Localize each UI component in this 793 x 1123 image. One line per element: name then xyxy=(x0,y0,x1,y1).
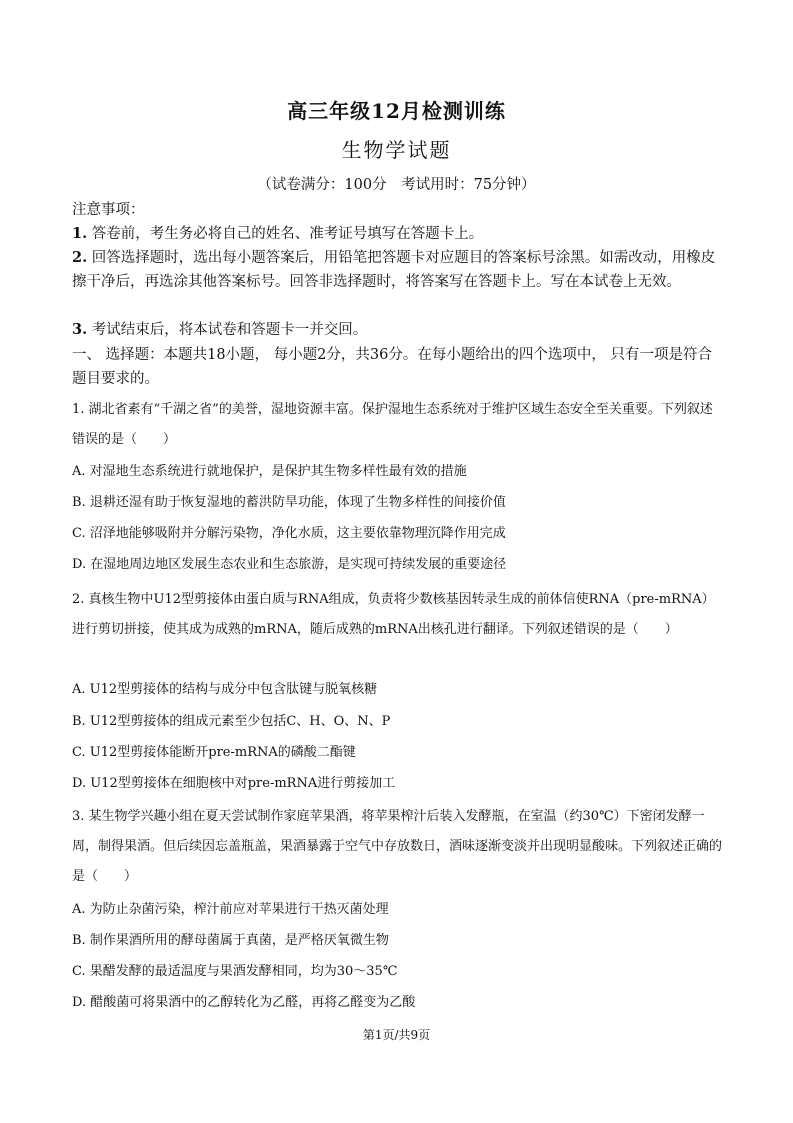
notice-item-text: 答卷前，考生务必将自己的姓名、准考证号填写在答题卡上。 xyxy=(91,226,484,242)
question-option: A. U12型剪接体的结构与成分中包含肽键与脱氧核糖 xyxy=(72,682,378,697)
notice-item xyxy=(72,222,724,246)
question-option: D. U12型剪接体在细胞核中对pre-mRNA进行剪接加工 xyxy=(72,776,396,791)
question-option: A. 为防止杂菌污染，榨汁前应对苹果进行干热灭菌处理 xyxy=(72,902,389,917)
question-option: D. 醋酸菌可将果酒中的乙醇转化为乙醛，再将乙醛变为乙酸 xyxy=(72,995,416,1010)
exam-subject: 生物学试题 xyxy=(341,138,452,162)
notice-item xyxy=(72,318,724,342)
notice-item-text: 回答选择题时，选出每小题答案后，用铅笔把答题卡对应题目的答案标号涂黑。如需改动，用橡皮擦干净后，再选涂其他答案标号。回答非选择题时，将答案写在答题卡上。写在本试卷上无效。 xyxy=(72,250,716,290)
exam-title: 高三年级12月检测训练 xyxy=(287,99,506,123)
question-option: C. 果醋发酵的最适温度与果酒发酵相同，均为30～35℃ xyxy=(72,964,398,979)
question-option: B. U12型剪接体的组成元素至少包括C、H、O、N、P xyxy=(72,714,391,729)
notice-item-number: 2. xyxy=(72,249,88,266)
page-footer: 第1页/共9页 xyxy=(362,1028,431,1042)
notice-item-text: 考试结束后，将本试卷和答题卡一并交回。 xyxy=(91,322,368,338)
question-option: C. 沼泽地能够吸附并分解污染物，净化水质，这主要依靠物理沉降作用完成 xyxy=(72,526,506,541)
question-option: D. 在湿地周边地区发展生态农业和生态旅游，是实现可持续发展的重要途径 xyxy=(72,557,507,572)
notice-item-number: 3. xyxy=(72,321,88,338)
notice-item xyxy=(72,246,724,294)
question-stem: 3. 某生物学兴趣小组在夏天尝试制作家庭苹果酒，将苹果榨汁后装入发酵瓶，在室温（约30℃）下密闭发酵一周，制得果酒。但后续因忘盖瓶盖，果酒暴露于空气中存放数日，酒味逐渐变淡并出现明显酸味。下列叙述正确的是（ ） xyxy=(72,809,723,884)
question-stem: 2. 真核生物中U12型剪接体由蛋白质与RNA组成，负责将少数核基因转录生成的前体信使RNA（pre-mRNA）进行剪切拼接，使其成为成熟的mRNA，随后成熟的mRNA出核孔进行翻译。下列叙述错误的是（ ） xyxy=(72,592,715,637)
notice-item-number: 1. xyxy=(72,225,88,242)
question-option: C. U12型剪接体能断开pre-mRNA的磷酸二酯键 xyxy=(72,745,356,760)
question-option: A. 对湿地生态系统进行就地保护，是保护其生物多样性最有效的措施 xyxy=(72,464,467,479)
section-heading: 一、 选择题：本题共18小题， 每小题2分，共36分。在每小题给出的四个选项中， 只有一项是符合题目要求的。 xyxy=(72,347,712,387)
question-stem: 1. 湖北省素有“千湖之省”的美誉，湿地资源丰富。保护湿地生态系统对于维护区域生态安全至关重要。下列叙述错误的是（ ） xyxy=(72,402,713,447)
exam-info: （试卷满分：100分 考试用时：75分钟） xyxy=(257,177,536,193)
question-option: B. 退耕还湿有助于恢复湿地的蓄洪防旱功能，体现了生物多样性的间接价值 xyxy=(72,495,506,510)
notice-heading: 注意事项： xyxy=(72,202,145,218)
question-option: B. 制作果酒所用的酵母菌属于真菌，是严格厌氧微生物 xyxy=(72,933,389,948)
